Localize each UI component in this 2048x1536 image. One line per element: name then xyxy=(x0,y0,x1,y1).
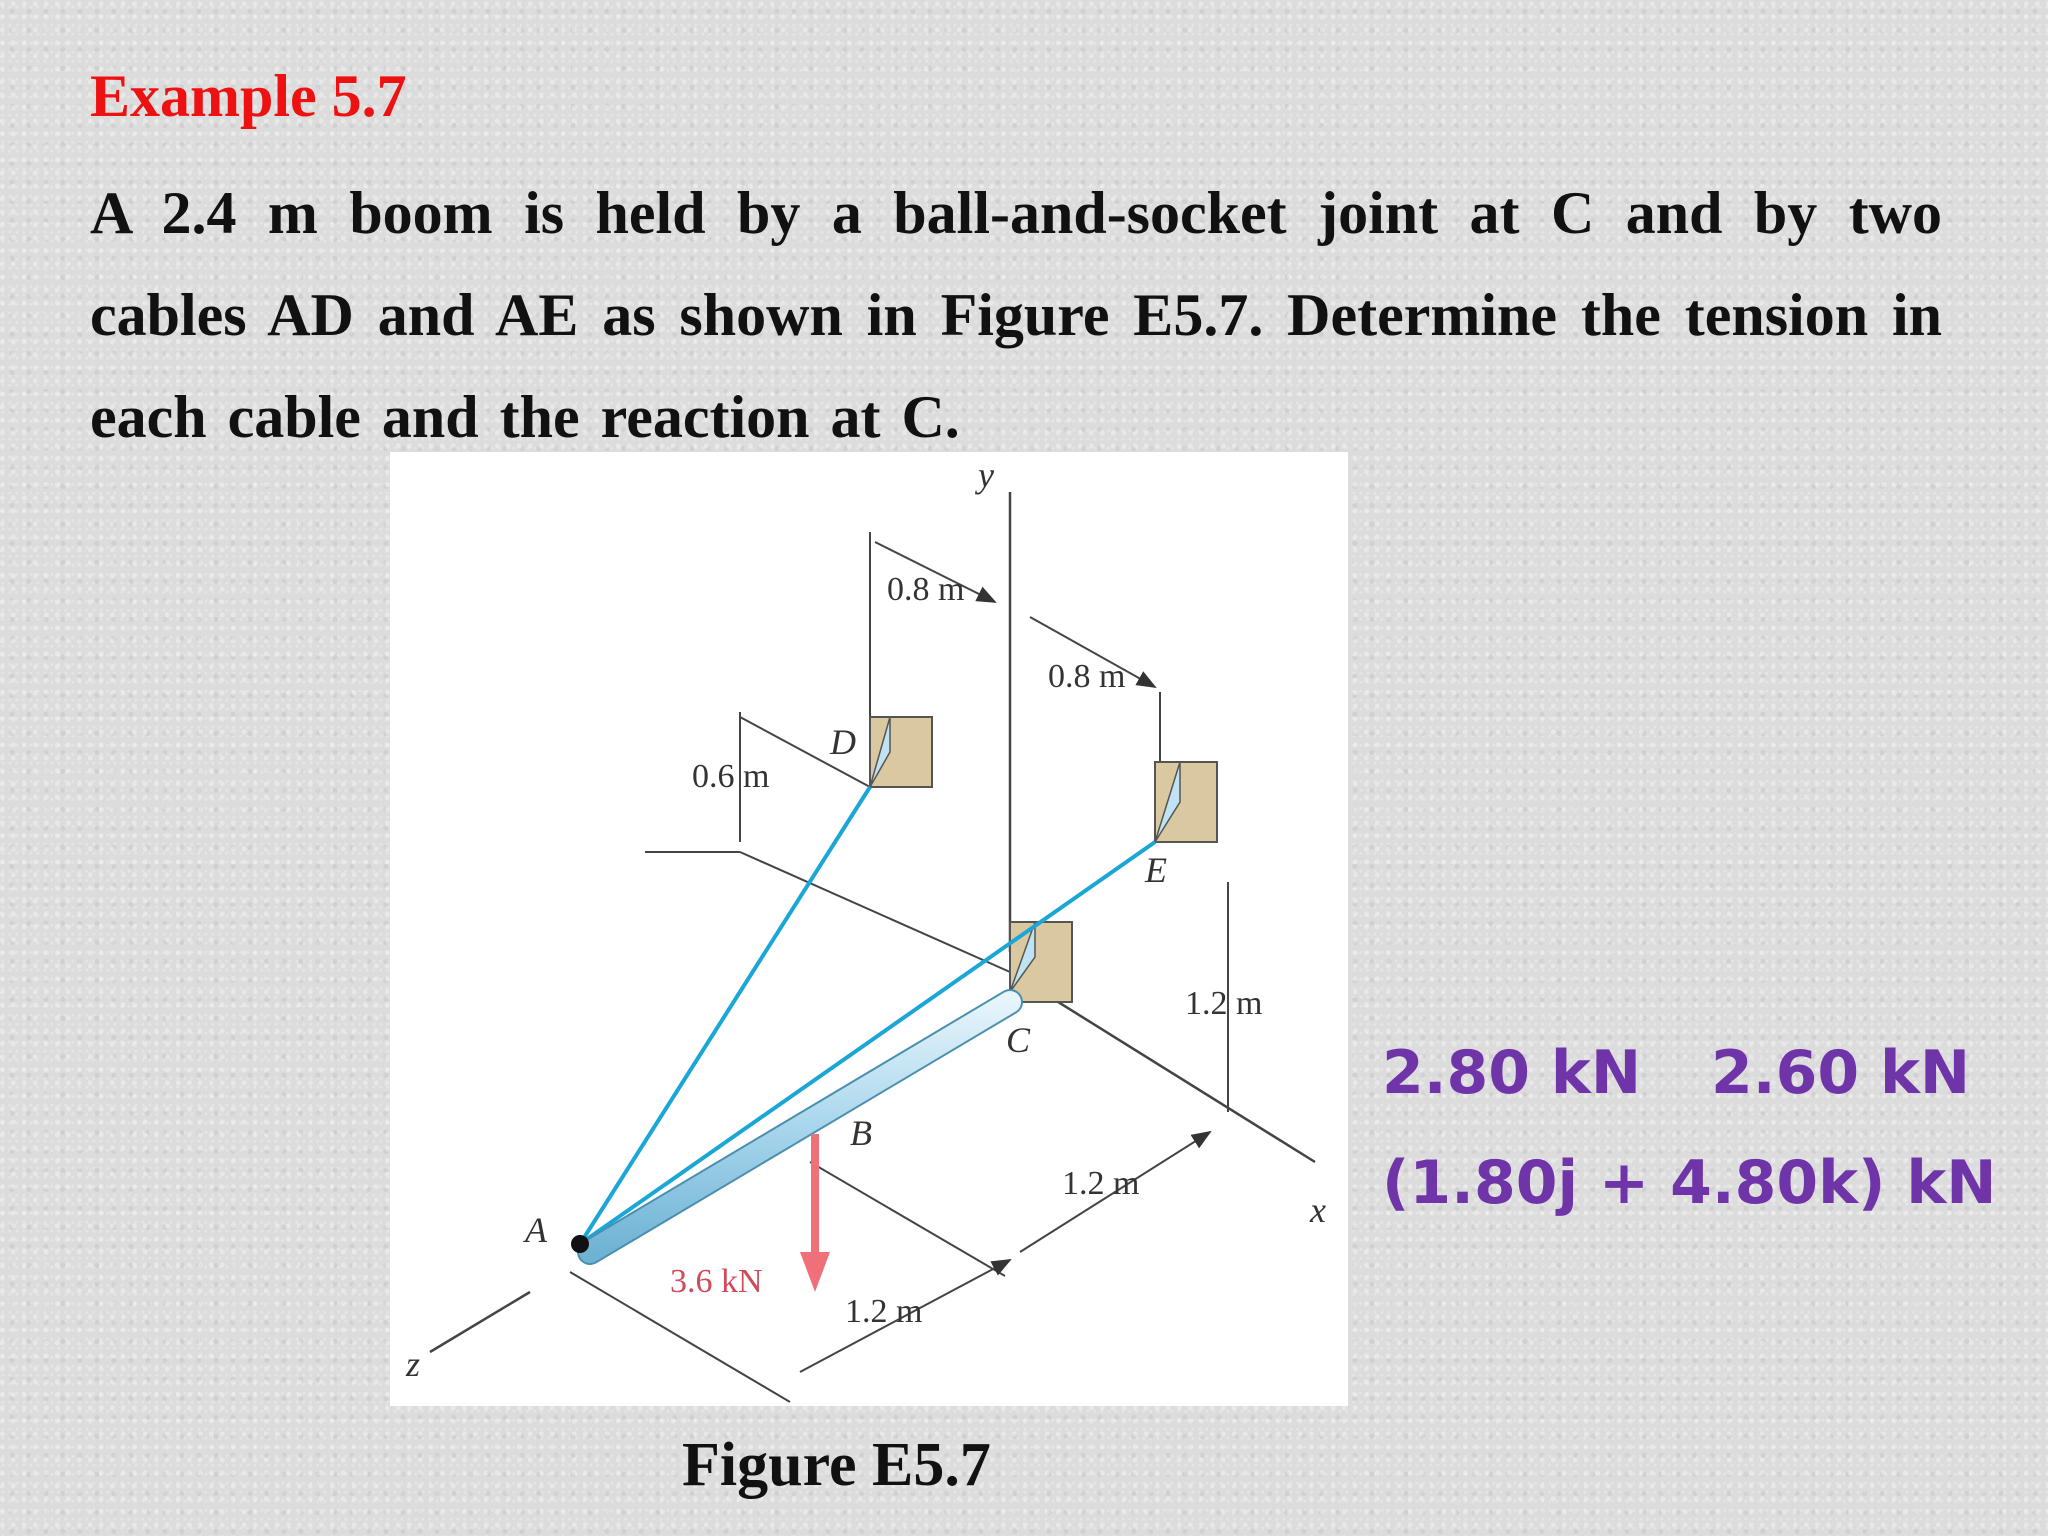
answer-tension-ad: 2.80 kN xyxy=(1382,1038,1642,1108)
point-b-label: B xyxy=(850,1113,872,1153)
dim-label-height-d: 0.6 m xyxy=(692,758,770,795)
point-d-label: D xyxy=(830,722,856,762)
answer-row-reaction xyxy=(1382,1128,2022,1238)
ground-line-b xyxy=(810,1162,1005,1276)
y-axis-label: y xyxy=(978,455,994,495)
figure-caption: Figure E5.7 xyxy=(682,1431,991,1499)
load-arrow-head xyxy=(800,1252,830,1292)
dim-label-height-e: 1.2 m xyxy=(1185,985,1263,1022)
answer-tension-ae: 2.60 kN xyxy=(1711,1038,1971,1108)
wall-line-d xyxy=(740,852,1010,972)
answer-reaction-c: (1.80j + 4.80k) kN xyxy=(1382,1148,1997,1218)
point-c-label: C xyxy=(1006,1020,1031,1060)
answer-block xyxy=(1382,1018,2022,1238)
example-title: Example 5.7 xyxy=(90,63,407,129)
point-e-label: E xyxy=(1145,850,1167,890)
x-axis-label: x xyxy=(1310,1190,1326,1230)
bracket-d xyxy=(870,717,932,787)
dim-label-top-right: 0.8 m xyxy=(1048,658,1126,695)
boom-diagram xyxy=(390,452,1348,1406)
load-label: 3.6 kN xyxy=(670,1263,763,1300)
z-axis-line xyxy=(430,1292,530,1352)
figure-e5-7 xyxy=(390,452,1348,1406)
dim-label-base-z: 1.2 m xyxy=(845,1293,923,1330)
problem-statement: A 2.4 m boom is held by a ball-and-socket joint at C and by two cables AD and AE as shown in Figure E5.7. Determine the tension in each cable and the reaction at C. xyxy=(90,180,1942,450)
z-axis-label: z xyxy=(406,1344,421,1384)
answer-row-tensions xyxy=(1382,1018,2022,1128)
dim-label-top-left: 0.8 m xyxy=(887,571,965,608)
bracket-e xyxy=(1155,762,1217,842)
dim-label-base-x: 1.2 m xyxy=(1062,1165,1140,1202)
point-a-marker xyxy=(571,1235,589,1253)
bracket-c xyxy=(1010,922,1072,1002)
point-a-label: A xyxy=(525,1210,547,1250)
